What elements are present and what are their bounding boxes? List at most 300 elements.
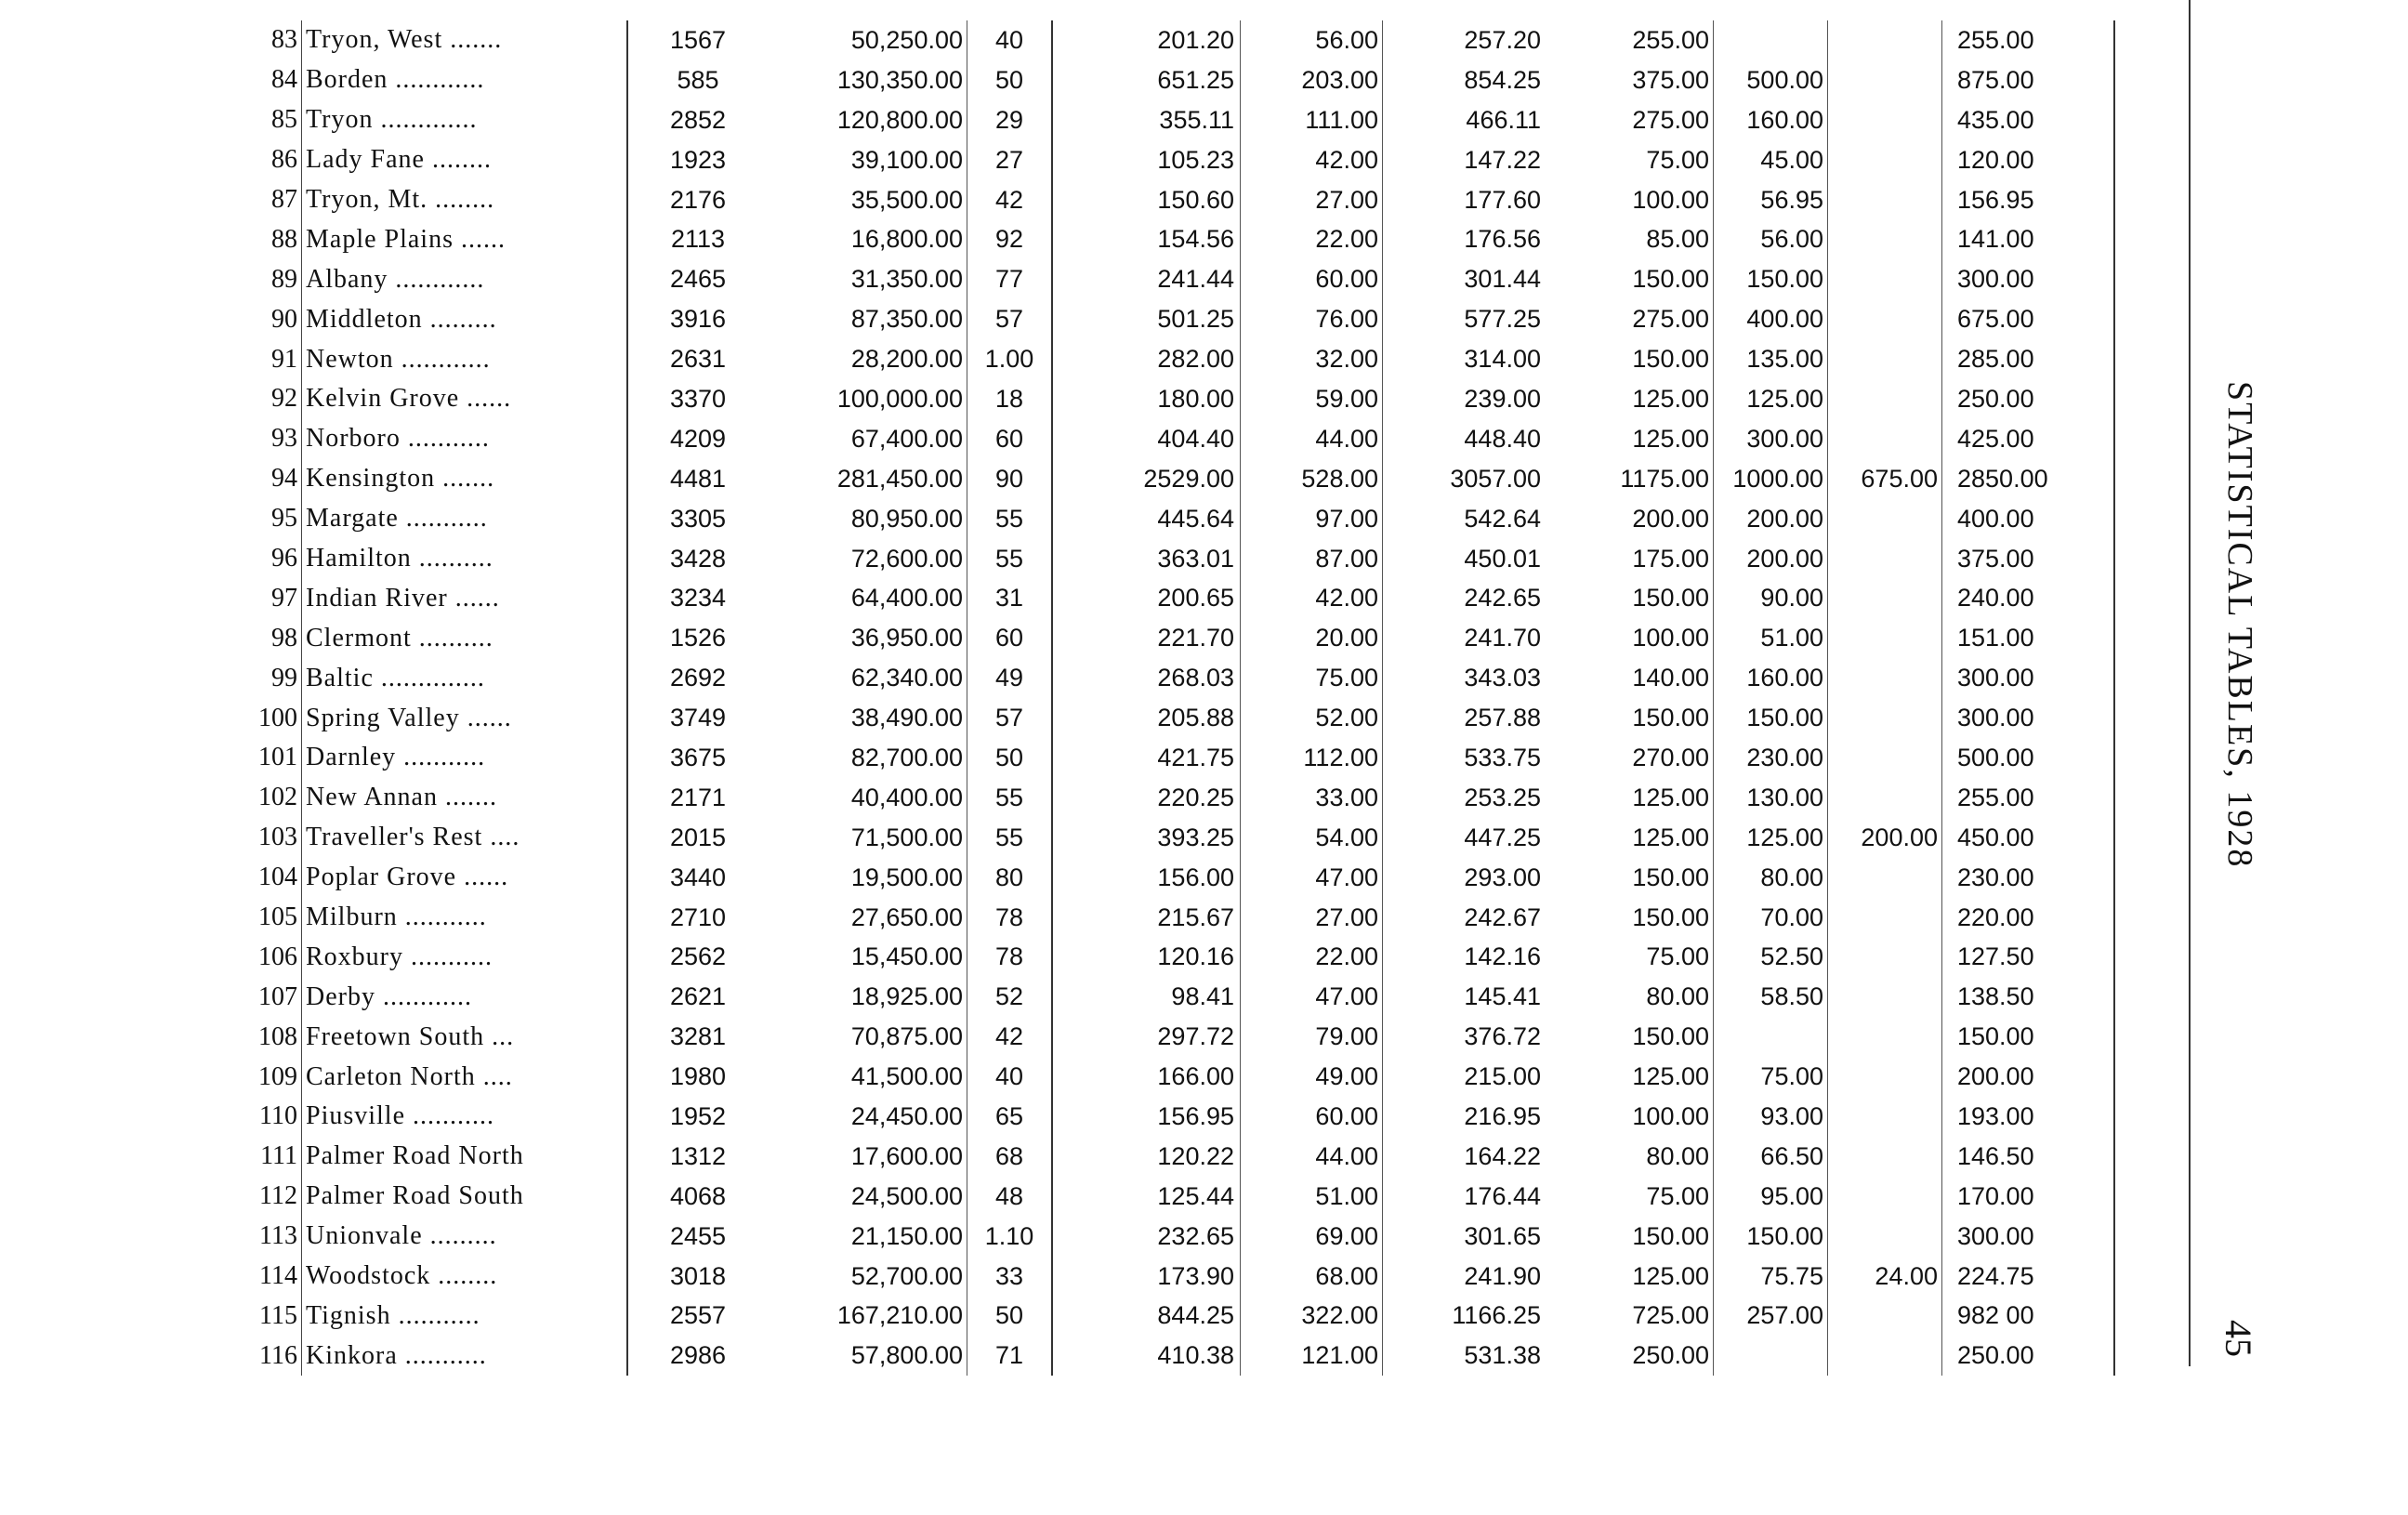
- col-f-cell: 314.00: [1464, 345, 1541, 374]
- table-row: [237, 898, 2114, 938]
- row-number-cell: 115: [259, 1300, 297, 1330]
- col-f-cell: 466.11: [1466, 105, 1541, 134]
- col-e-cell: 121.00: [1241, 1336, 1383, 1376]
- table-row: [237, 937, 2114, 977]
- table-row: [237, 578, 2114, 618]
- col-g-cell: 80.00: [1546, 1137, 1714, 1177]
- col-d-cell: 173.90: [1052, 1257, 1241, 1297]
- col-j-cell: 193.00: [1942, 1097, 2115, 1137]
- col-c-cell: 31: [967, 578, 1053, 618]
- col-f-cell: 531.38: [1464, 1341, 1541, 1370]
- col-c-cell: 48: [967, 1177, 1053, 1217]
- col-f-cell: 239.00: [1464, 384, 1541, 413]
- col-i-cell: [1828, 379, 1942, 419]
- table-row: [237, 738, 2114, 778]
- col-i-cell: [1828, 898, 1942, 938]
- col-g-cell: 270.00: [1546, 738, 1714, 778]
- col-i-cell: [1828, 419, 1942, 459]
- col-g-cell: 200.00: [1546, 499, 1714, 539]
- col-j-cell: 2850.00: [1942, 459, 2115, 499]
- col-e-cell: 49.00: [1241, 1057, 1383, 1097]
- col-e-cell: 56.00: [1241, 20, 1383, 60]
- row-number-cell: 96: [271, 544, 297, 573]
- col-i-cell: [1828, 658, 1942, 698]
- col-b-cell: 17,600.00: [768, 1137, 967, 1177]
- col-a-cell: 2113: [670, 225, 726, 254]
- col-j-cell: 141.00: [1942, 219, 2115, 259]
- col-h-cell: 135.00: [1714, 339, 1828, 379]
- district-name-cell: Borden ............: [302, 60, 628, 100]
- col-d-cell: 220.25: [1052, 778, 1241, 818]
- col-g-cell: 150.00: [1546, 578, 1714, 618]
- col-d-cell: 166.00: [1052, 1057, 1241, 1097]
- col-e-cell: 60.00: [1241, 1097, 1383, 1137]
- col-i-cell: [1828, 698, 1942, 738]
- col-f-cell: 854.25: [1464, 65, 1541, 94]
- col-i-cell: [1828, 339, 1942, 379]
- col-g-cell: 275.00: [1546, 299, 1714, 339]
- col-g-cell: 125.00: [1546, 778, 1714, 818]
- col-b-cell: 21,150.00: [768, 1217, 967, 1257]
- col-h-cell: [1714, 1336, 1828, 1376]
- row-number-cell: 84: [271, 65, 297, 95]
- col-j-cell: 200.00: [1942, 1057, 2115, 1097]
- table-row: [237, 379, 2114, 419]
- district-name-cell: New Annan .......: [302, 778, 628, 818]
- col-e-cell: 112.00: [1241, 738, 1383, 778]
- row-number-cell: 108: [258, 1021, 297, 1051]
- col-b-cell: 36,950.00: [768, 618, 967, 658]
- table-row: [237, 419, 2114, 459]
- col-g-cell: 150.00: [1546, 1217, 1714, 1257]
- district-name-cell: Tryon, Mt. ........: [302, 180, 628, 220]
- col-c-cell: 18: [967, 379, 1053, 419]
- district-name-cell: Baltic ..............: [302, 658, 628, 698]
- row-number-cell: 90: [271, 304, 297, 334]
- col-e-cell: 22.00: [1241, 937, 1383, 977]
- col-j-cell: 300.00: [1942, 698, 2115, 738]
- col-h-cell: 400.00: [1714, 299, 1828, 339]
- col-e-cell: 42.00: [1241, 140, 1383, 180]
- col-d-cell: 421.75: [1052, 738, 1241, 778]
- col-i-cell: [1828, 539, 1942, 579]
- col-j-cell: 300.00: [1942, 1217, 2115, 1257]
- col-b-cell: 18,925.00: [768, 977, 967, 1017]
- col-c-cell: 92: [967, 219, 1053, 259]
- col-g-cell: 250.00: [1546, 1336, 1714, 1376]
- col-e-cell: 75.00: [1241, 658, 1383, 698]
- col-g-cell: 80.00: [1546, 977, 1714, 1017]
- col-b-cell: 80,950.00: [768, 499, 967, 539]
- col-f-cell: 301.65: [1464, 1221, 1541, 1250]
- col-h-cell: [1714, 1017, 1828, 1057]
- col-j-cell: 120.00: [1942, 140, 2115, 180]
- row-number-cell: 88: [271, 224, 297, 254]
- row-number-cell: 116: [259, 1340, 297, 1370]
- col-f-cell: 176.56: [1464, 225, 1541, 254]
- district-name-cell: Norboro ...........: [302, 419, 628, 459]
- col-h-cell: 150.00: [1714, 698, 1828, 738]
- col-j-cell: 255.00: [1942, 20, 2115, 60]
- col-g-cell: 125.00: [1546, 1257, 1714, 1297]
- col-h-cell: 56.00: [1714, 219, 1828, 259]
- col-c-cell: 52: [967, 977, 1053, 1017]
- col-c-cell: 49: [967, 658, 1053, 698]
- col-d-cell: 241.44: [1052, 259, 1241, 299]
- col-g-cell: 85.00: [1546, 219, 1714, 259]
- col-i-cell: [1828, 499, 1942, 539]
- district-name-cell: Tryon .............: [302, 100, 628, 140]
- col-c-cell: 55: [967, 499, 1053, 539]
- col-g-cell: 150.00: [1546, 259, 1714, 299]
- col-a-cell: 3440: [669, 863, 727, 891]
- col-d-cell: 268.03: [1052, 658, 1241, 698]
- row-number-cell: 113: [259, 1221, 297, 1251]
- col-j-cell: 224.75: [1942, 1257, 2115, 1297]
- col-g-cell: 75.00: [1546, 140, 1714, 180]
- col-e-cell: 68.00: [1241, 1257, 1383, 1297]
- col-i-cell: [1828, 259, 1942, 299]
- col-g-cell: 125.00: [1546, 818, 1714, 858]
- col-c-cell: 55: [967, 818, 1053, 858]
- row-number-cell: 97: [271, 583, 297, 613]
- col-b-cell: 52,700.00: [768, 1257, 967, 1297]
- col-c-cell: 78: [967, 937, 1053, 977]
- district-name-cell: Clermont ..........: [302, 618, 628, 658]
- col-a-cell: 1312: [669, 1141, 727, 1170]
- row-number-cell: 83: [271, 25, 297, 55]
- col-i-cell: [1828, 1057, 1942, 1097]
- col-i-cell: [1828, 618, 1942, 658]
- col-a-cell: 1923: [669, 145, 727, 174]
- col-f-cell: 177.60: [1464, 185, 1541, 214]
- col-b-cell: 15,450.00: [768, 937, 967, 977]
- district-name-cell: Derby ............: [302, 977, 628, 1017]
- col-d-cell: 2529.00: [1052, 459, 1241, 499]
- col-b-cell: 281,450.00: [768, 459, 967, 499]
- col-c-cell: 55: [967, 778, 1053, 818]
- col-g-cell: 150.00: [1546, 858, 1714, 898]
- col-e-cell: 528.00: [1241, 459, 1383, 499]
- col-b-cell: 35,500.00: [768, 180, 967, 220]
- col-f-cell: 242.67: [1464, 902, 1541, 931]
- col-c-cell: 50: [967, 738, 1053, 778]
- col-b-cell: 19,500.00: [768, 858, 967, 898]
- col-i-cell: [1828, 1177, 1942, 1217]
- col-c-cell: 40: [967, 20, 1053, 60]
- col-g-cell: 375.00: [1546, 60, 1714, 100]
- col-f-cell: 164.22: [1464, 1141, 1541, 1170]
- col-c-cell: 90: [967, 459, 1053, 499]
- col-d-cell: 404.40: [1052, 419, 1241, 459]
- col-j-cell: 425.00: [1942, 419, 2115, 459]
- col-j-cell: 300.00: [1942, 658, 2115, 698]
- col-g-cell: 75.00: [1546, 937, 1714, 977]
- col-h-cell: 70.00: [1714, 898, 1828, 938]
- col-h-cell: 90.00: [1714, 578, 1828, 618]
- col-c-cell: 1.00: [967, 339, 1053, 379]
- table-row: [237, 1257, 2114, 1297]
- col-j-cell: 151.00: [1942, 618, 2115, 658]
- col-b-cell: 167,210.00: [768, 1297, 967, 1337]
- col-b-cell: 28,200.00: [768, 339, 967, 379]
- col-b-cell: 67,400.00: [768, 419, 967, 459]
- col-e-cell: 322.00: [1241, 1297, 1383, 1337]
- col-i-cell: 24.00: [1828, 1257, 1942, 1297]
- col-e-cell: 52.00: [1241, 698, 1383, 738]
- col-i-cell: [1828, 738, 1942, 778]
- col-f-cell: 257.20: [1464, 25, 1541, 54]
- col-j-cell: 375.00: [1942, 539, 2115, 579]
- col-g-cell: 150.00: [1546, 339, 1714, 379]
- table-row: [237, 180, 2114, 220]
- col-a-cell: 2176: [669, 185, 727, 214]
- col-h-cell: 75.75: [1714, 1257, 1828, 1297]
- district-name-cell: Unionvale .........: [302, 1217, 628, 1257]
- col-f-cell: 176.44: [1464, 1181, 1541, 1210]
- row-number-cell: 112: [259, 1181, 297, 1211]
- col-h-cell: 200.00: [1714, 499, 1828, 539]
- district-name-cell: Palmer Road North: [302, 1137, 628, 1177]
- col-h-cell: 130.00: [1714, 778, 1828, 818]
- district-name-cell: Woodstock ........: [302, 1257, 628, 1297]
- table-body: [237, 20, 2114, 1376]
- col-e-cell: 69.00: [1241, 1217, 1383, 1257]
- col-j-cell: 675.00: [1942, 299, 2115, 339]
- table-row: [237, 1017, 2114, 1057]
- col-d-cell: 651.25: [1052, 60, 1241, 100]
- col-i-cell: [1828, 1097, 1942, 1137]
- col-i-cell: [1828, 858, 1942, 898]
- table-row: [237, 539, 2114, 579]
- side-title: [2220, 381, 2260, 976]
- table-row: [237, 1137, 2114, 1177]
- col-h-cell: 75.00: [1714, 1057, 1828, 1097]
- col-c-cell: 80: [967, 858, 1053, 898]
- col-i-cell: 200.00: [1828, 818, 1942, 858]
- col-d-cell: 844.25: [1052, 1297, 1241, 1337]
- page-number: [2217, 1320, 2260, 1376]
- table-row: [237, 1057, 2114, 1097]
- district-name-cell: Roxbury ...........: [302, 937, 628, 977]
- col-j-cell: 250.00: [1942, 1336, 2115, 1376]
- col-f-cell: 257.88: [1464, 704, 1541, 732]
- col-a-cell: 3370: [669, 384, 727, 413]
- table-row: [237, 778, 2114, 818]
- district-name-cell: Tryon, West .......: [302, 20, 628, 60]
- col-g-cell: 150.00: [1546, 698, 1714, 738]
- row-number-cell: 105: [258, 902, 297, 932]
- col-f-cell: 142.16: [1464, 942, 1541, 971]
- col-j-cell: 435.00: [1942, 100, 2115, 140]
- page-number-text: 45: [2217, 1320, 2259, 1357]
- col-j-cell: 875.00: [1942, 60, 2115, 100]
- col-a-cell: 4068: [669, 1181, 727, 1210]
- col-i-cell: [1828, 1336, 1942, 1376]
- col-a-cell: 2465: [669, 265, 727, 294]
- district-name-cell: Freetown South ...: [302, 1017, 628, 1057]
- col-f-cell: 147.22: [1464, 145, 1541, 174]
- col-i-cell: [1828, 1017, 1942, 1057]
- col-d-cell: 393.25: [1052, 818, 1241, 858]
- col-g-cell: 100.00: [1546, 180, 1714, 220]
- district-name-cell: Palmer Road South: [302, 1177, 628, 1217]
- col-f-cell: 542.64: [1464, 504, 1541, 533]
- col-h-cell: 52.50: [1714, 937, 1828, 977]
- col-g-cell: 140.00: [1546, 658, 1714, 698]
- table-row: [237, 858, 2114, 898]
- col-j-cell: 300.00: [1942, 259, 2115, 299]
- row-number-cell: 111: [260, 1141, 297, 1171]
- col-f-cell: 242.65: [1464, 584, 1541, 613]
- col-a-cell: 4481: [669, 464, 727, 493]
- row-number-cell: 92: [271, 384, 297, 414]
- row-number-cell: 95: [271, 504, 297, 534]
- col-j-cell: 156.95: [1942, 180, 2115, 220]
- table-row: [237, 60, 2114, 100]
- col-a-cell: 3428: [669, 544, 727, 573]
- col-d-cell: 221.70: [1052, 618, 1241, 658]
- col-a-cell: 2986: [669, 1341, 727, 1370]
- col-g-cell: 125.00: [1546, 379, 1714, 419]
- row-number-cell: 89: [271, 264, 297, 294]
- col-j-cell: 285.00: [1942, 339, 2115, 379]
- col-g-cell: 275.00: [1546, 100, 1714, 140]
- col-a-cell: 2171: [669, 783, 727, 811]
- col-b-cell: 64,400.00: [768, 578, 967, 618]
- col-d-cell: 205.88: [1052, 698, 1241, 738]
- col-d-cell: 156.00: [1052, 858, 1241, 898]
- col-a-cell: 1567: [669, 25, 727, 54]
- col-d-cell: 200.65: [1052, 578, 1241, 618]
- col-a-cell: 2562: [669, 942, 727, 971]
- statistical-table: [237, 20, 2115, 1376]
- row-number-cell: 102: [258, 783, 297, 812]
- col-f-cell: 3057.00: [1450, 464, 1541, 493]
- col-b-cell: 40,400.00: [768, 778, 967, 818]
- col-i-cell: [1828, 100, 1942, 140]
- col-j-cell: 400.00: [1942, 499, 2115, 539]
- col-c-cell: 29: [967, 100, 1053, 140]
- table-row: [237, 100, 2114, 140]
- col-h-cell: 150.00: [1714, 1217, 1828, 1257]
- col-j-cell: 150.00: [1942, 1017, 2115, 1057]
- col-c-cell: 27: [967, 140, 1053, 180]
- table-row: [237, 20, 2114, 60]
- table-row: [237, 499, 2114, 539]
- col-a-cell: 1526: [669, 624, 727, 652]
- right-border-rule: [2189, 0, 2191, 1366]
- col-a-cell: 2631: [669, 345, 727, 374]
- district-name-cell: Spring Valley ......: [302, 698, 628, 738]
- col-d-cell: 120.22: [1052, 1137, 1241, 1177]
- col-d-cell: 180.00: [1052, 379, 1241, 419]
- row-number-cell: 98: [271, 623, 297, 652]
- col-b-cell: 57,800.00: [768, 1336, 967, 1376]
- row-number-cell: 110: [259, 1101, 297, 1131]
- table-row: [237, 259, 2114, 299]
- col-c-cell: 71: [967, 1336, 1053, 1376]
- table-row: [237, 459, 2114, 499]
- col-f-cell: 376.72: [1464, 1022, 1541, 1051]
- district-name-cell: Traveller's Rest ....: [302, 818, 628, 858]
- col-h-cell: 58.50: [1714, 977, 1828, 1017]
- col-h-cell: 51.00: [1714, 618, 1828, 658]
- col-h-cell: 160.00: [1714, 658, 1828, 698]
- col-e-cell: 22.00: [1241, 219, 1383, 259]
- district-name-cell: Darnley ...........: [302, 738, 628, 778]
- col-b-cell: 72,600.00: [768, 539, 967, 579]
- col-h-cell: 93.00: [1714, 1097, 1828, 1137]
- col-h-cell: 257.00: [1714, 1297, 1828, 1337]
- col-b-cell: 130,350.00: [768, 60, 967, 100]
- district-name-cell: Maple Plains ......: [302, 219, 628, 259]
- col-e-cell: 42.00: [1241, 578, 1383, 618]
- col-d-cell: 232.65: [1052, 1217, 1241, 1257]
- district-name-cell: Kensington .......: [302, 459, 628, 499]
- col-i-cell: [1828, 937, 1942, 977]
- row-number-cell: 93: [271, 424, 297, 454]
- col-b-cell: 50,250.00: [768, 20, 967, 60]
- table-row: [237, 299, 2114, 339]
- col-j-cell: 500.00: [1942, 738, 2115, 778]
- row-number-cell: 86: [271, 145, 297, 175]
- col-h-cell: 66.50: [1714, 1137, 1828, 1177]
- col-d-cell: 120.16: [1052, 937, 1241, 977]
- row-number-cell: 103: [258, 823, 297, 852]
- col-e-cell: 54.00: [1241, 818, 1383, 858]
- row-number-cell: 106: [258, 942, 297, 971]
- col-b-cell: 82,700.00: [768, 738, 967, 778]
- col-d-cell: 215.67: [1052, 898, 1241, 938]
- col-b-cell: 70,875.00: [768, 1017, 967, 1057]
- col-h-cell: 160.00: [1714, 100, 1828, 140]
- col-c-cell: 68: [967, 1137, 1053, 1177]
- col-h-cell: 500.00: [1714, 60, 1828, 100]
- col-f-cell: 533.75: [1464, 743, 1541, 771]
- col-j-cell: 240.00: [1942, 578, 2115, 618]
- col-h-cell: 125.00: [1714, 379, 1828, 419]
- col-e-cell: 203.00: [1241, 60, 1383, 100]
- col-b-cell: 31,350.00: [768, 259, 967, 299]
- col-a-cell: 2557: [669, 1301, 727, 1330]
- col-c-cell: 42: [967, 180, 1053, 220]
- col-b-cell: 27,650.00: [768, 898, 967, 938]
- col-a-cell: 3305: [669, 504, 727, 533]
- table-row: [237, 618, 2114, 658]
- district-name-cell: Lady Fane ........: [302, 140, 628, 180]
- col-f-cell: 216.95: [1464, 1101, 1541, 1130]
- col-d-cell: 154.56: [1052, 219, 1241, 259]
- col-b-cell: 24,500.00: [768, 1177, 967, 1217]
- col-h-cell: 80.00: [1714, 858, 1828, 898]
- col-d-cell: 98.41: [1052, 977, 1241, 1017]
- table-row: [237, 977, 2114, 1017]
- row-number-cell: 109: [258, 1061, 297, 1091]
- district-name-cell: Kinkora ...........: [302, 1336, 628, 1376]
- col-j-cell: 138.50: [1942, 977, 2115, 1017]
- table-row: [237, 658, 2114, 698]
- col-a-cell: 1952: [669, 1101, 727, 1130]
- col-j-cell: 230.00: [1942, 858, 2115, 898]
- col-j-cell: 450.00: [1942, 818, 2115, 858]
- col-c-cell: 60: [967, 419, 1053, 459]
- table-row: [237, 818, 2114, 858]
- col-f-cell: 241.90: [1464, 1261, 1541, 1290]
- col-c-cell: 78: [967, 898, 1053, 938]
- col-g-cell: 150.00: [1546, 1017, 1714, 1057]
- table-row: [237, 1297, 2114, 1337]
